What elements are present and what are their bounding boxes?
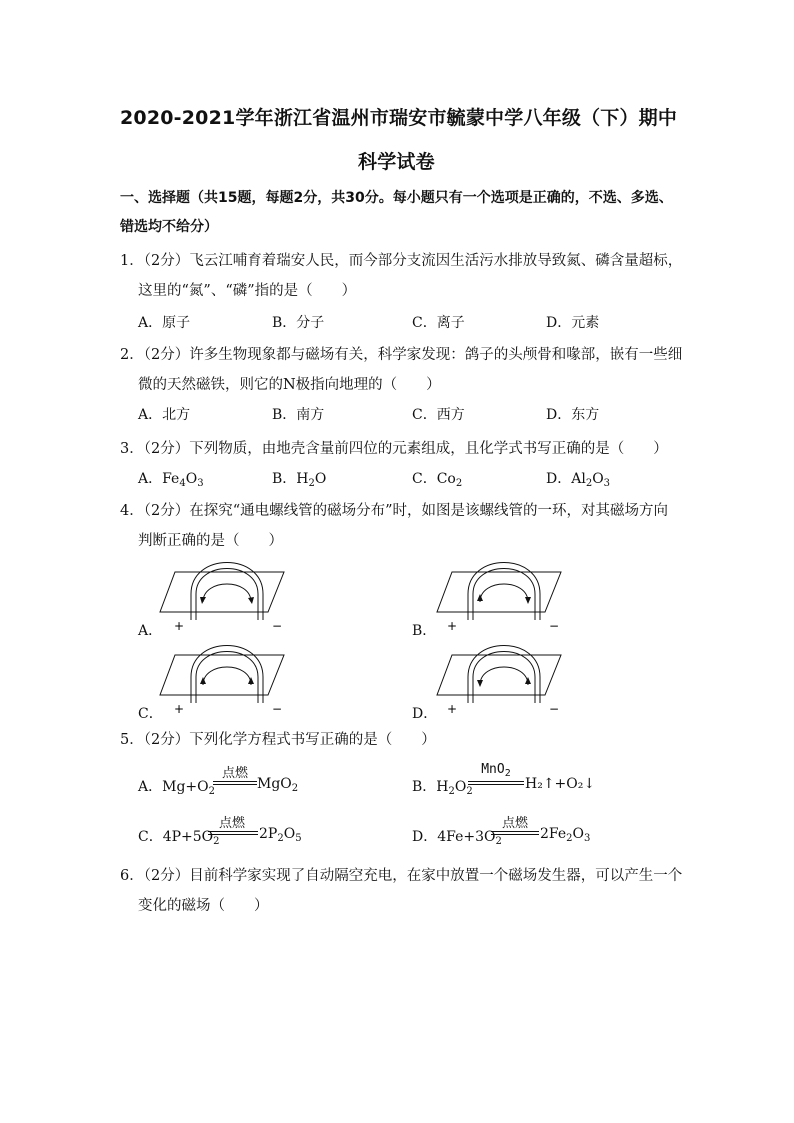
solenoid-diagram-a: [160, 564, 290, 634]
question-1-line1: 1．（2分）飞云江哺育着瑞安人民，而今部分支流因生活污水排放导致氮、磷含量超标，: [120, 253, 683, 269]
equation-equals-line: [468, 781, 524, 785]
question-5-option-c-product: $2P_2O_5$: [259, 826, 302, 844]
question-5-option-b-product: H₂↑+O₂↓: [525, 776, 596, 792]
question-1-option-a: A．原子: [138, 315, 191, 331]
question-5-option-a: A．$Mg+O_2$: [138, 779, 216, 797]
question-2-line1: 2．（2分）许多生物现象都与磁场有关，科学家发现：鸽子的头颅骨和喙部，嵌有一些细: [120, 347, 683, 363]
solenoid-diagram-c: [160, 647, 290, 717]
question-3-line1: 3．（2分）下列物质，由地壳含量前四位的元素组成，且化学式书写正确的是（ ）: [120, 441, 668, 457]
question-4-line2: 判断正确的是（ ）: [138, 533, 283, 549]
negative-terminal-label: −: [272, 619, 283, 633]
question-5-option-d-product: $2Fe_2O_3$: [540, 826, 591, 844]
page-title-line1: 2020-2021学年浙江省温州市瑞安市毓蒙中学八年级（下）期中: [120, 107, 678, 129]
reaction-condition-ignite: 点燃: [221, 766, 248, 781]
negative-terminal-label: −: [549, 619, 560, 633]
question-2-option-a: A．北方: [138, 407, 191, 423]
question-1-option-c: C．离子: [412, 315, 465, 331]
solenoid-diagram-b: [437, 564, 567, 634]
question-3-option-a: A．$Fe_4O_3$: [138, 471, 204, 489]
question-5-option-c: C．$4P+5O_2$: [138, 829, 220, 847]
question-2-option-d: D．东方: [546, 407, 600, 423]
question-6-line2: 变化的磁场（ ）: [138, 898, 269, 914]
question-5-option-a-product: MgO$_2$: [257, 776, 299, 794]
question-1-line2: 这里的“氮”、“磷”指的是（ ）: [138, 283, 357, 299]
question-5-line1: 5．（2分）下列化学方程式书写正确的是（ ）: [120, 732, 436, 748]
question-4-option-c-label: C．: [138, 706, 163, 722]
negative-terminal-label: −: [272, 702, 283, 716]
question-5-option-b: B．$H_2O_2$: [412, 779, 473, 797]
equation-equals-line: [491, 831, 539, 835]
question-3-option-c: C．$Co_2$: [412, 471, 463, 489]
page-title-line2: 科学试卷: [358, 151, 435, 173]
positive-terminal-label: +: [174, 702, 185, 716]
equation-equals-line: [208, 831, 258, 835]
reaction-condition-catalyst: MnO$_2$: [481, 762, 511, 779]
question-4-option-d-label: D．: [412, 706, 438, 722]
question-2-option-b: B．南方: [272, 407, 325, 423]
equation-equals-line: [213, 781, 257, 785]
section-heading-line2: 错选均不给分）: [120, 219, 218, 235]
question-1-option-d: D．元素: [546, 315, 600, 331]
negative-terminal-label: −: [549, 702, 560, 716]
question-6-line1: 6．（2分）目前科学家实现了自动隔空充电，在家中放置一个磁场发生器，可以产生一个: [120, 868, 683, 884]
question-3-option-b: B．$H_2O$: [272, 471, 327, 489]
positive-terminal-label: +: [447, 619, 458, 633]
reaction-condition-ignite: 点燃: [218, 816, 245, 831]
positive-terminal-label: +: [447, 702, 458, 716]
question-2-option-c: C．西方: [412, 407, 465, 423]
question-4-option-b-label: B．: [412, 623, 437, 639]
reaction-condition-ignite: 点燃: [501, 816, 528, 831]
question-4-option-a-label: A．: [138, 623, 163, 639]
section-heading-line1: 一、选择题（共15题，每题2分，共30分。每小题只有一个选项是正确的，不选、多选、: [120, 190, 673, 206]
question-3-option-d: D．$Al_2O_3$: [546, 471, 611, 489]
question-4-line1: 4．（2分）在探究“通电螺线管的磁场分布”时，如图是该螺线管的一环，对其磁场方向: [120, 503, 669, 519]
question-2-line2: 微的天然磁铁，则它的N极指向地理的（ ）: [138, 377, 441, 393]
positive-terminal-label: +: [174, 619, 185, 633]
question-1-option-b: B．分子: [272, 315, 325, 331]
question-5-option-d: D．$4Fe+3O_2$: [412, 829, 502, 847]
solenoid-diagram-d: [437, 647, 567, 717]
